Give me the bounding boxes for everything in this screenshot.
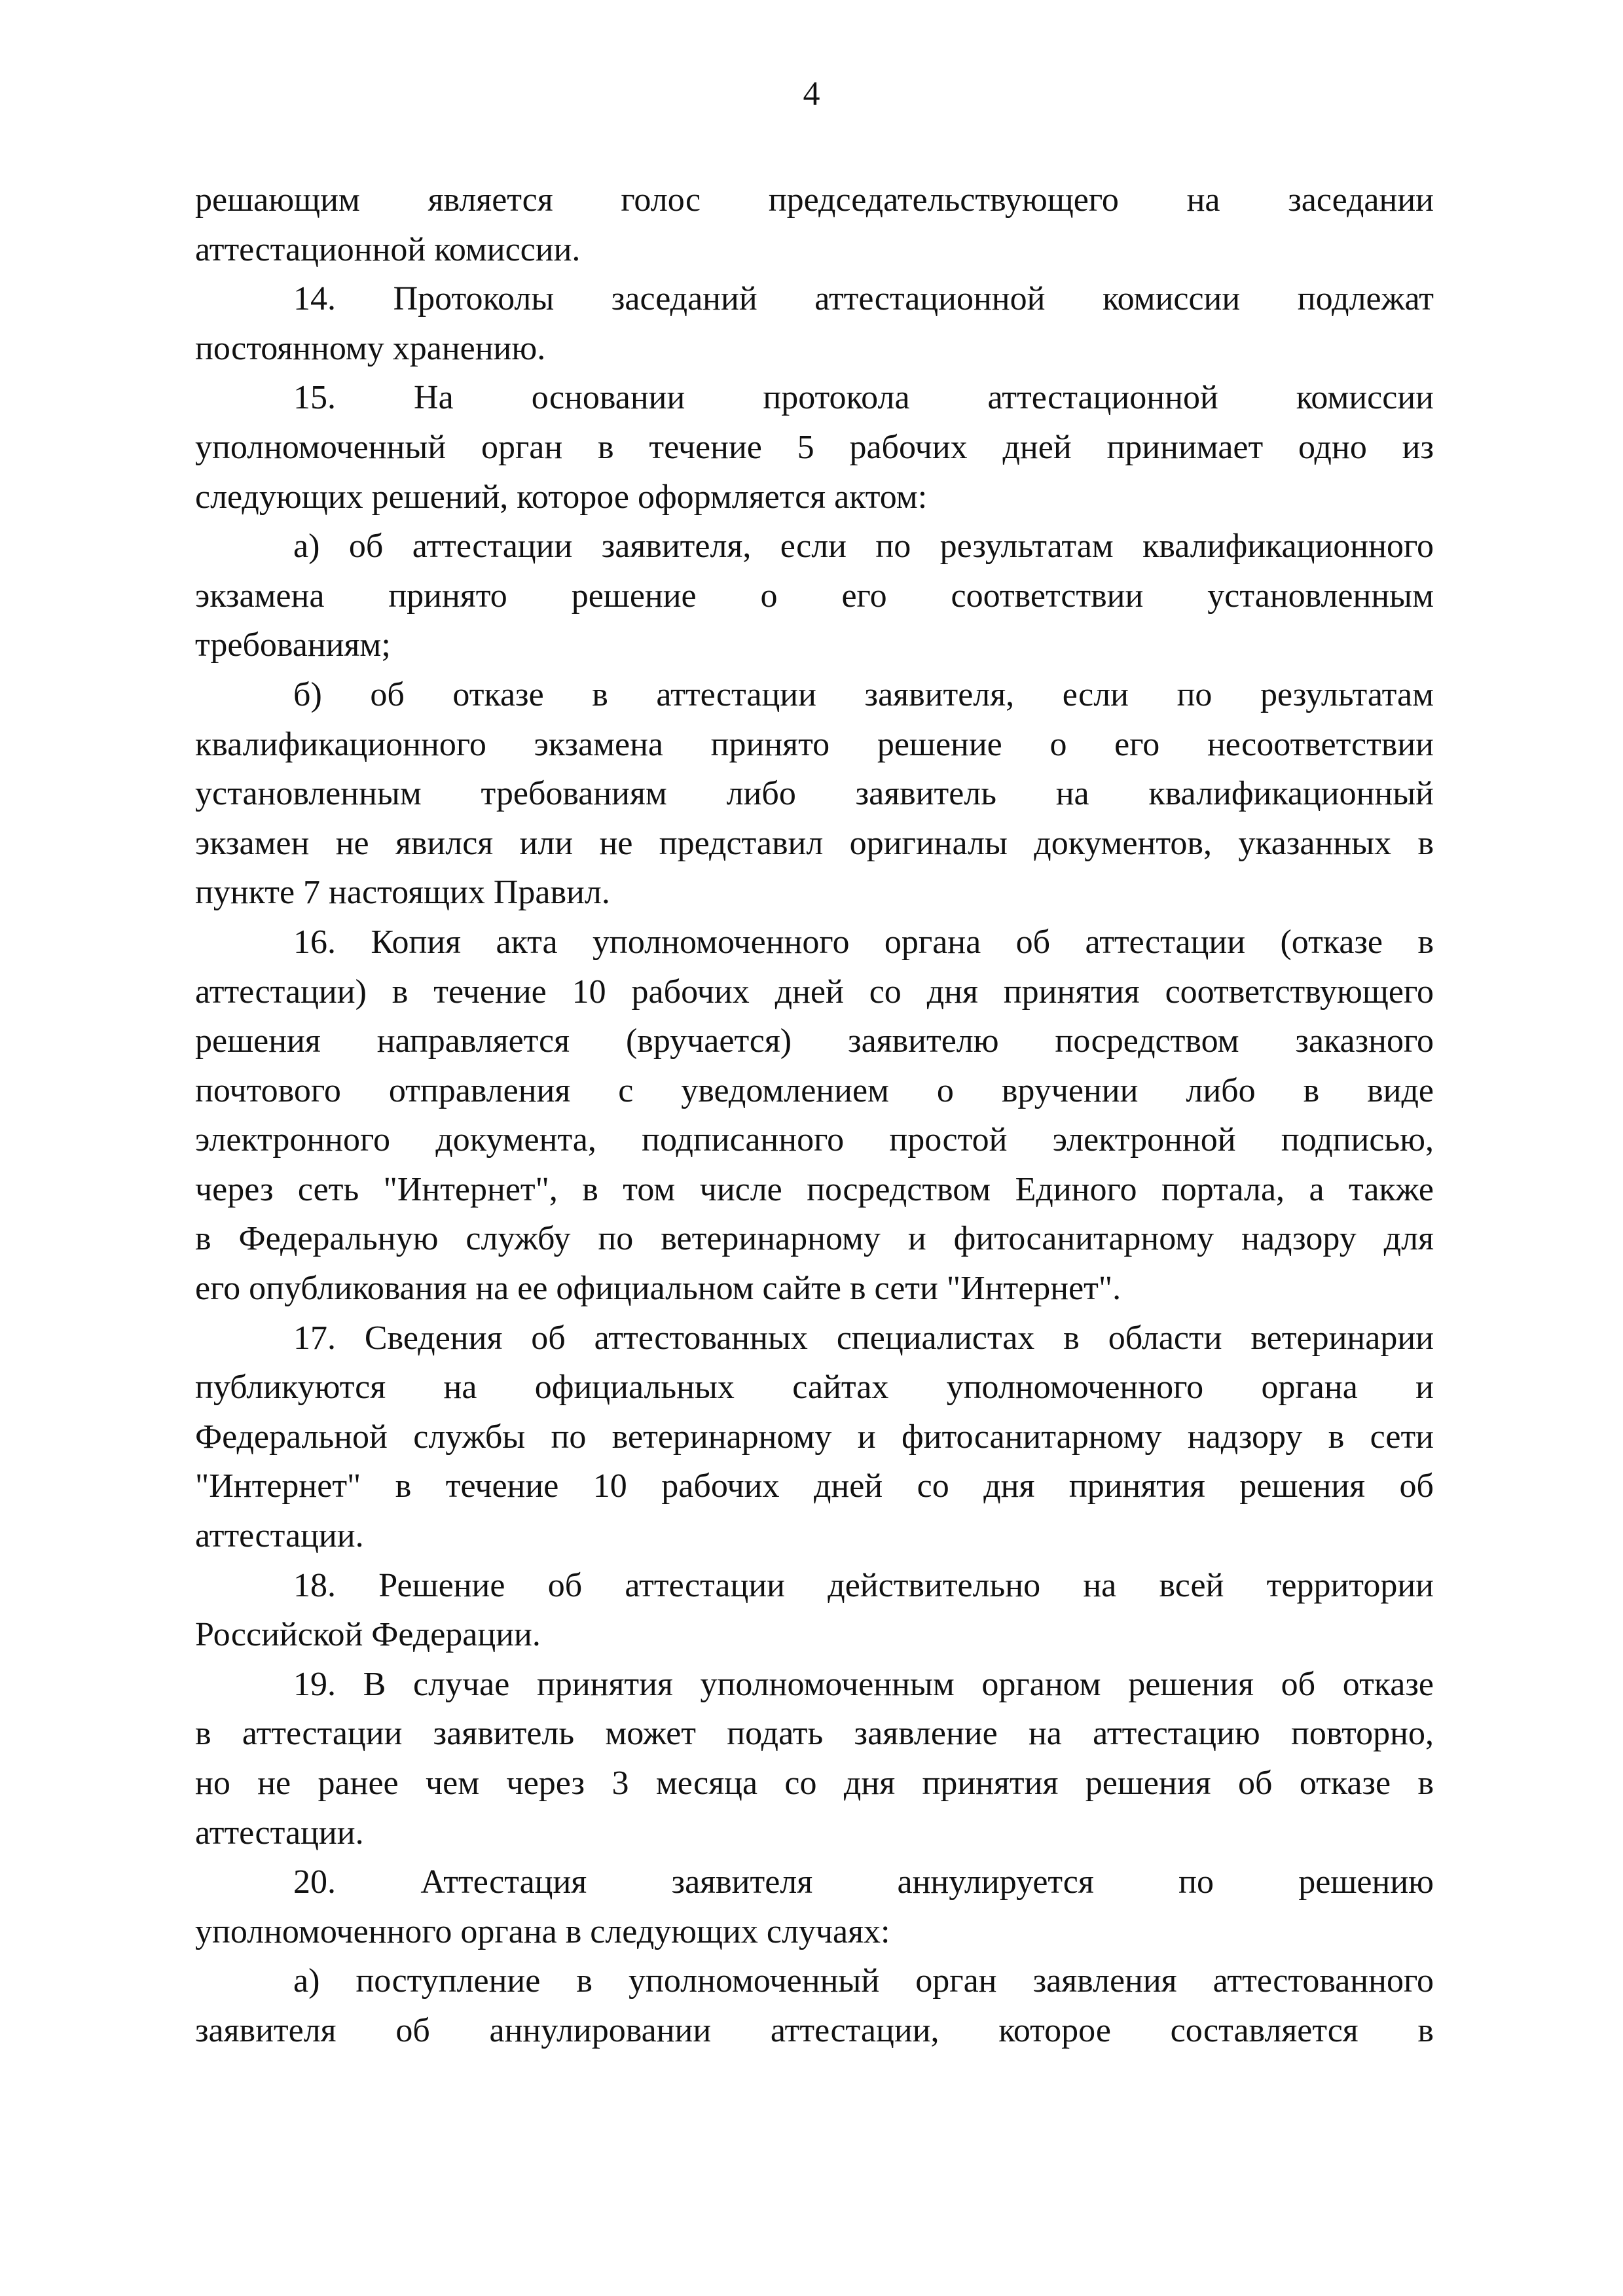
text-line: его опубликования на ее официальном сайте в сети "Интернет".: [195, 1270, 1122, 1308]
text-line: б) об отказе в аттестации заявителя, если по результатам: [293, 675, 1434, 713]
text-line: аттестации.: [195, 1814, 364, 1852]
text-line: квалификационного экзамена принято решение о его несоответствии: [195, 725, 1434, 763]
page-number: 4: [803, 75, 820, 113]
text-line: почтового отправления с уведомлением о вручении либо в виде: [195, 1071, 1434, 1109]
text-line: решающим является голос председательствующего на заседании: [195, 181, 1434, 219]
text-line: "Интернет" в течение 10 рабочих дней со дня принятия решения об: [195, 1467, 1434, 1505]
text-line: 19. В случае принятия уполномоченным органом решения об отказе: [293, 1665, 1434, 1703]
text-line: установленным требованиям либо заявитель на квалификационный: [195, 775, 1434, 813]
text-line: через сеть "Интернет", в том числе посредством Единого портала, а также: [195, 1170, 1434, 1208]
text-line: уполномоченный орган в течение 5 рабочих дней принимает одно из: [195, 428, 1434, 466]
text-line: аттестационной комиссии.: [195, 230, 581, 268]
text-line: 15. На основании протокола аттестационной комиссии: [293, 379, 1434, 417]
text-line: 14. Протоколы заседаний аттестационной комиссии подлежат: [293, 280, 1434, 318]
text-line: решения направляется (вручается) заявителю посредством заказного: [195, 1022, 1434, 1060]
text-line: 18. Решение об аттестации действительно на всей территории: [293, 1566, 1434, 1604]
text-line: электронного документа, подписанного простой электронной подписью,: [195, 1121, 1434, 1159]
text-line: 17. Сведения об аттестованных специалистах в области ветеринарии: [293, 1319, 1434, 1357]
text-line: Российской Федерации.: [195, 1616, 541, 1654]
text-line: заявителя об аннулировании аттестации, которое составляется в: [195, 2011, 1434, 2049]
text-line: аттестации.: [195, 1517, 364, 1555]
text-line: в Федеральную службу по ветеринарному и фитосанитарному надзору для: [195, 1220, 1434, 1258]
text-line: пункте 7 настоящих Правил.: [195, 874, 610, 912]
text-line: Федеральной службы по ветеринарному и фитосанитарному надзору в сети: [195, 1418, 1434, 1456]
text-line: в аттестации заявитель может подать заявление на аттестацию повторно,: [195, 1715, 1434, 1753]
text-line: экзамена принято решение о его соответствии установленным: [195, 577, 1434, 615]
text-line: уполномоченного органа в следующих случаях:: [195, 1912, 890, 1950]
text-line: аттестации) в течение 10 рабочих дней со дня принятия соответствующего: [195, 973, 1434, 1011]
text-line: 16. Копия акта уполномоченного органа об аттестации (отказе в: [293, 923, 1434, 961]
text-line: экзамен не явился или не представил оригиналы документов, указанных в: [195, 824, 1434, 862]
text-line: постоянному хранению.: [195, 329, 546, 367]
text-line: публикуются на официальных сайтах уполномоченного органа и: [195, 1369, 1434, 1407]
text-line: следующих решений, которое оформляется актом:: [195, 478, 928, 516]
text-line: 20. Аттестация заявителя аннулируется по решению: [293, 1863, 1434, 1901]
text-line: но не ранее чем через 3 месяца со дня принятия решения об отказе в: [195, 1765, 1434, 1802]
text-line: требованиям;: [195, 626, 391, 664]
text-line: а) поступление в уполномоченный орган заявления аттестованного: [293, 1962, 1434, 2000]
document-body: [195, 175, 1434, 2056]
text-line: а) об аттестации заявителя, если по результатам квалификационного: [293, 528, 1434, 565]
